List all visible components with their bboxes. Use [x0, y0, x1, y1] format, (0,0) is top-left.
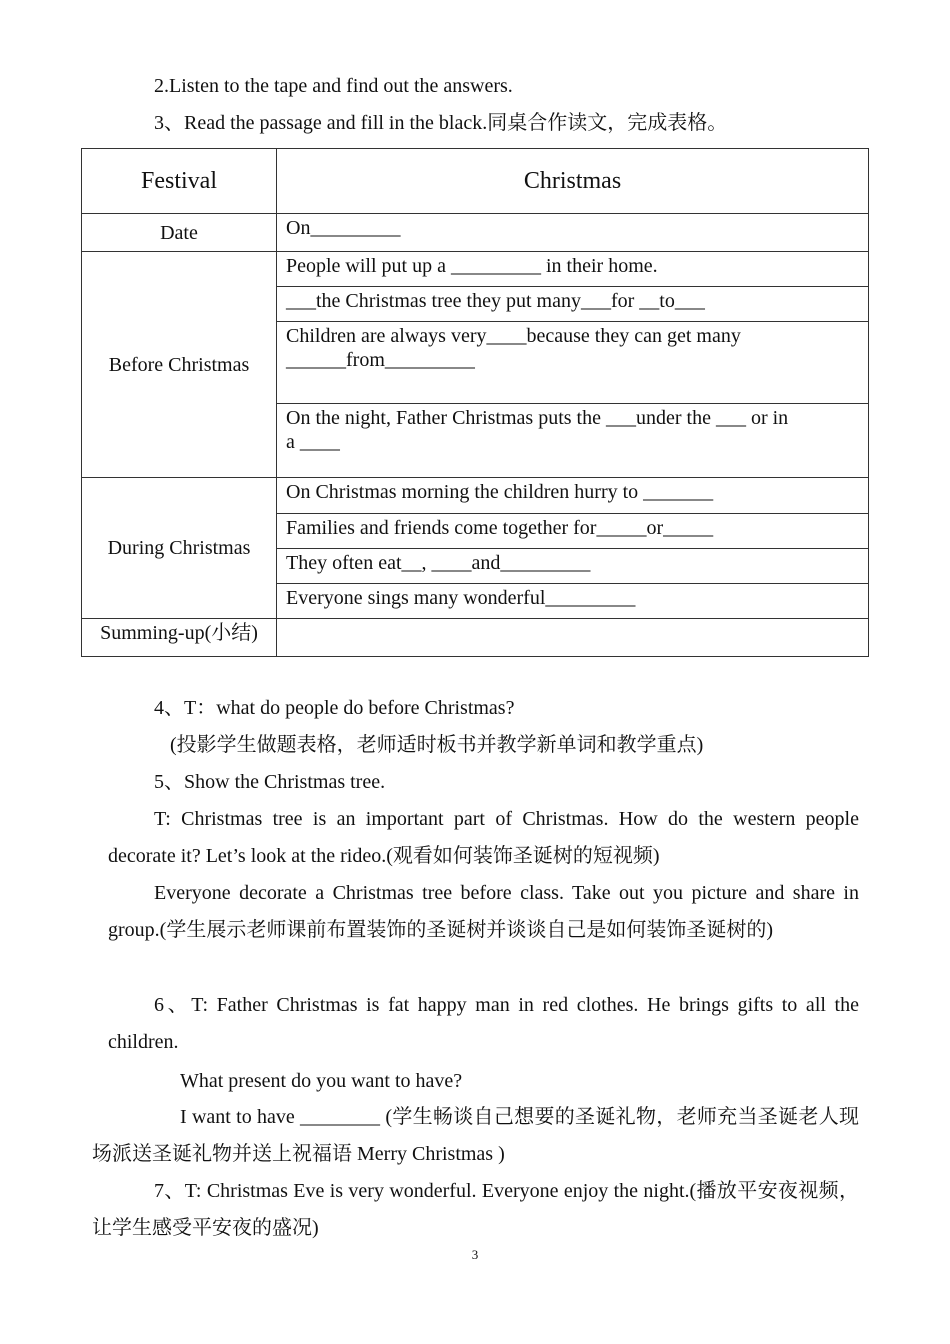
date-label: Date: [82, 214, 277, 252]
before-row-3: Children are always very____because they can get many ______from_________: [277, 322, 869, 404]
table-row-summing-up: [82, 619, 869, 657]
table-row: [82, 252, 869, 287]
during-row-3: They often eat__, ____and_________: [277, 549, 869, 584]
instruction-listen: 2.Listen to the tape and find out the answers.: [154, 75, 513, 97]
step-7-paragraph: 7、T: Christmas Eve is very wonderful. Everyone enjoy the night.(播放平安夜视频，让学生感受平安夜的盛况): [92, 1180, 859, 1239]
before-row-4: On the night, Father Christmas puts the ___under the ___ or in a ____: [277, 404, 869, 478]
before-christmas-label: Before Christmas: [82, 252, 277, 478]
instruction-read: 3、Read the passage and fill in the black.同桌合作读文，完成表格。: [154, 112, 728, 134]
table-row: [82, 478, 869, 514]
step-5-activity-paragraph: Everyone decorate a Christmas tree before class. Take out you picture and share in group.(学生展示老师课前布置装饰的圣诞树并谈谈自己是如何装饰圣诞树的): [108, 882, 859, 941]
before-row-2: ___the Christmas tree they put many___for __to___: [277, 287, 869, 322]
during-christmas-label: During Christmas: [82, 478, 277, 619]
table-row-date: [82, 214, 869, 252]
summing-up-label: Summing-up(小结): [82, 619, 277, 657]
step-6-paragraph: 6、T: Father Christmas is fat happy man in red clothes. He brings gifts to all the children.: [108, 994, 859, 1053]
header-festival-value: Christmas: [277, 149, 869, 214]
date-value: On_________: [277, 214, 869, 252]
during-row-1: On Christmas morning the children hurry to _______: [277, 478, 869, 514]
step-5-title: 5、Show the Christmas tree.: [154, 771, 386, 793]
table-header-row: [82, 149, 869, 214]
summing-up-value: [277, 619, 869, 657]
step-4-question: 4、T：what do people do before Christmas?: [154, 697, 515, 719]
during-row-2: Families and friends come together for_____or_____: [277, 514, 869, 549]
header-festival-label: Festival: [82, 149, 277, 214]
step-6-question: What present do you want to have?: [180, 1070, 463, 1092]
step-5-teacher-paragraph: T: Christmas tree is an important part of Christmas. How do the western people decorate it? Let’s look at the rideo.(观看如何装饰圣诞树的短视频): [108, 808, 859, 867]
step-6-answer-paragraph: I want to have ________ (学生畅谈自己想要的圣诞礼物，老师充当圣诞老人现场派送圣诞礼物并送上祝福语 Merry Christmas ): [92, 1106, 859, 1165]
step-4-note: (投影学生做题表格，老师适时板书并教学新单词和教学重点): [170, 734, 704, 756]
christmas-worksheet-table: [81, 148, 869, 657]
page-number: 3: [471, 1247, 479, 1262]
before-row-1: People will put up a _________ in their home.: [277, 252, 869, 287]
during-row-4: Everyone sings many wonderful_________: [277, 584, 869, 619]
